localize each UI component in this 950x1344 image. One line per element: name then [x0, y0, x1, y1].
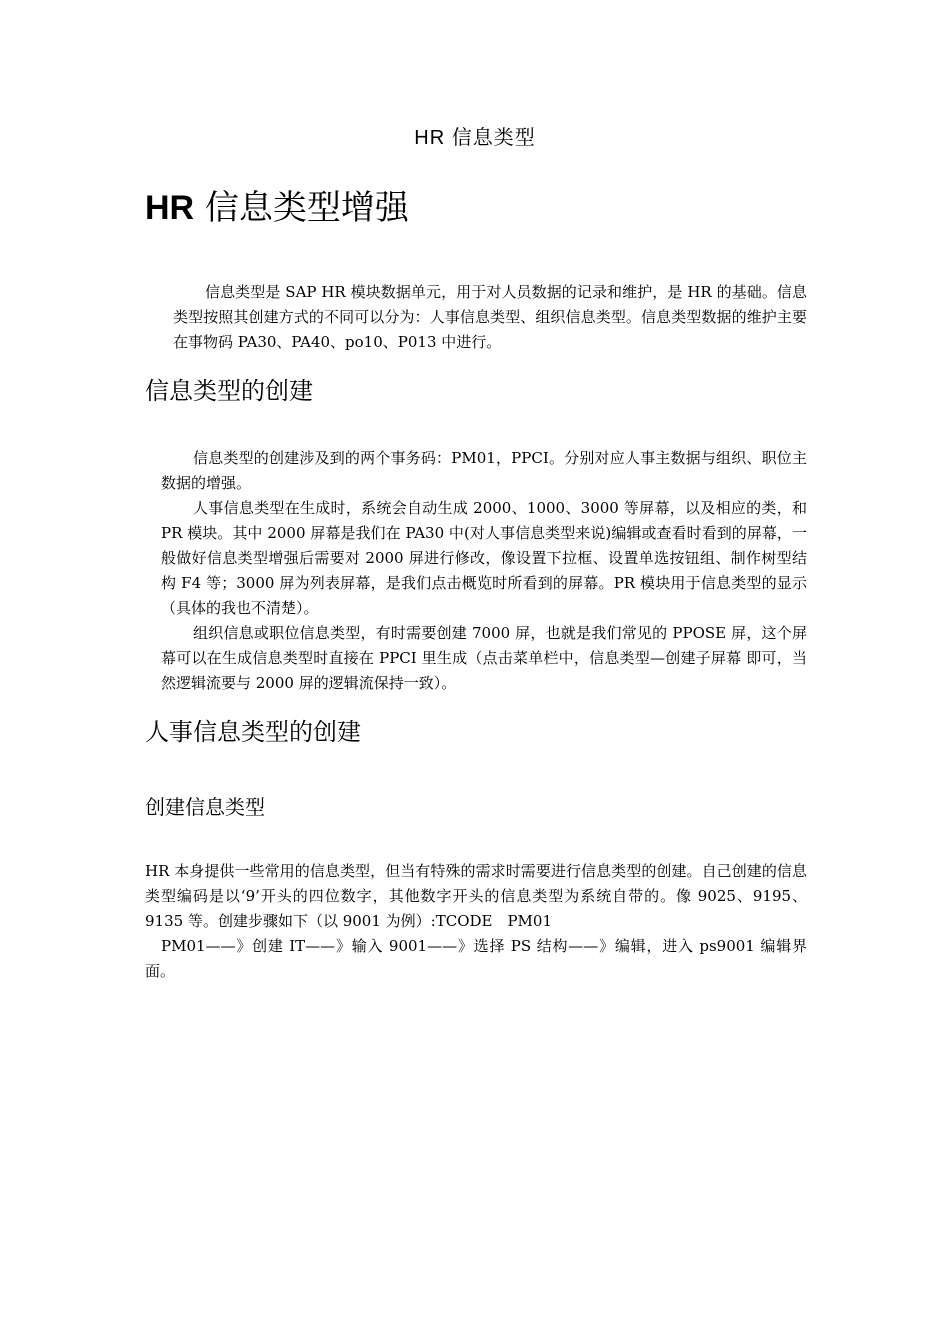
page-header: HR 信息类型 — [414, 127, 536, 149]
document-title-lead: HR — [145, 189, 195, 227]
document-title — [145, 186, 409, 230]
section-heading-personnel-infotype: 人事信息类型的创建 — [145, 718, 361, 746]
create-infotype-paragraph: HR 本身提供一些常用的信息类型，但当有特殊的需求时需要进行信息类型的创建。自己创建的信息类型编码是以‘9’开头的四位数字，其他数字开头的信息类型为系统自带的。像 9025、9195、9135 等。创建步骤如下（以 9001 为例）:TCODE PM01 — [145, 862, 807, 930]
subheading-create-infotype: 创建信息类型 — [145, 795, 265, 819]
creation-paragraph-3: 组织信息或职位信息类型，有时需要创建 7000 屏，也就是我们常见的 PPOSE 屏，这个屏幕可以在生成信息类型时直接在 PPCI 里生成（点击菜单栏中，信息类型—创建子屏幕 即可，当然逻辑流要与 2000 屏的逻辑流保持一致）。 — [161, 624, 807, 692]
creation-paragraph-1: 信息类型的创建涉及到的两个事务码：PM01，PPCI。分别对应人事主数据与组织、职位主数据的增强。 — [161, 449, 807, 492]
document-title-rest: 信息类型增强 — [204, 188, 409, 228]
section-heading-creation: 信息类型的创建 — [145, 377, 313, 405]
creation-paragraph-2: 人事信息类型在生成时，系统会自动生成 2000、1000、3000 等屏幕，以及相应的类，和 PR 模块。其中 2000 屏幕是我们在 PA30 中(对人事信息类型来说)编辑或查看时看到的屏幕，一般做好信息类型增强后需要对 2000 屏进行修改，像设置下拉框、设置单选按钮组、制作树型结构 F4 等；3000 屏为列表屏幕，是我们点击概览时所看到的屏幕。PR 模块用于信息类型的显示（具体的我也不清楚）。 — [161, 499, 807, 617]
create-steps-paragraph: PM01——》创建 IT——》输入 9001——》选择 PS 结构——》编辑，进入 ps9001 编辑界面。 — [145, 937, 807, 980]
intro-paragraph: 信息类型是 SAP HR 模块数据单元，用于对人员数据的记录和维护，是 HR 的基础。信息类型按照其创建方式的不同可以分为：人事信息类型、组织信息类型。信息类型数据的维护主要在事物码 PA30、PA40、po10、P013 中进行。 — [173, 283, 807, 351]
